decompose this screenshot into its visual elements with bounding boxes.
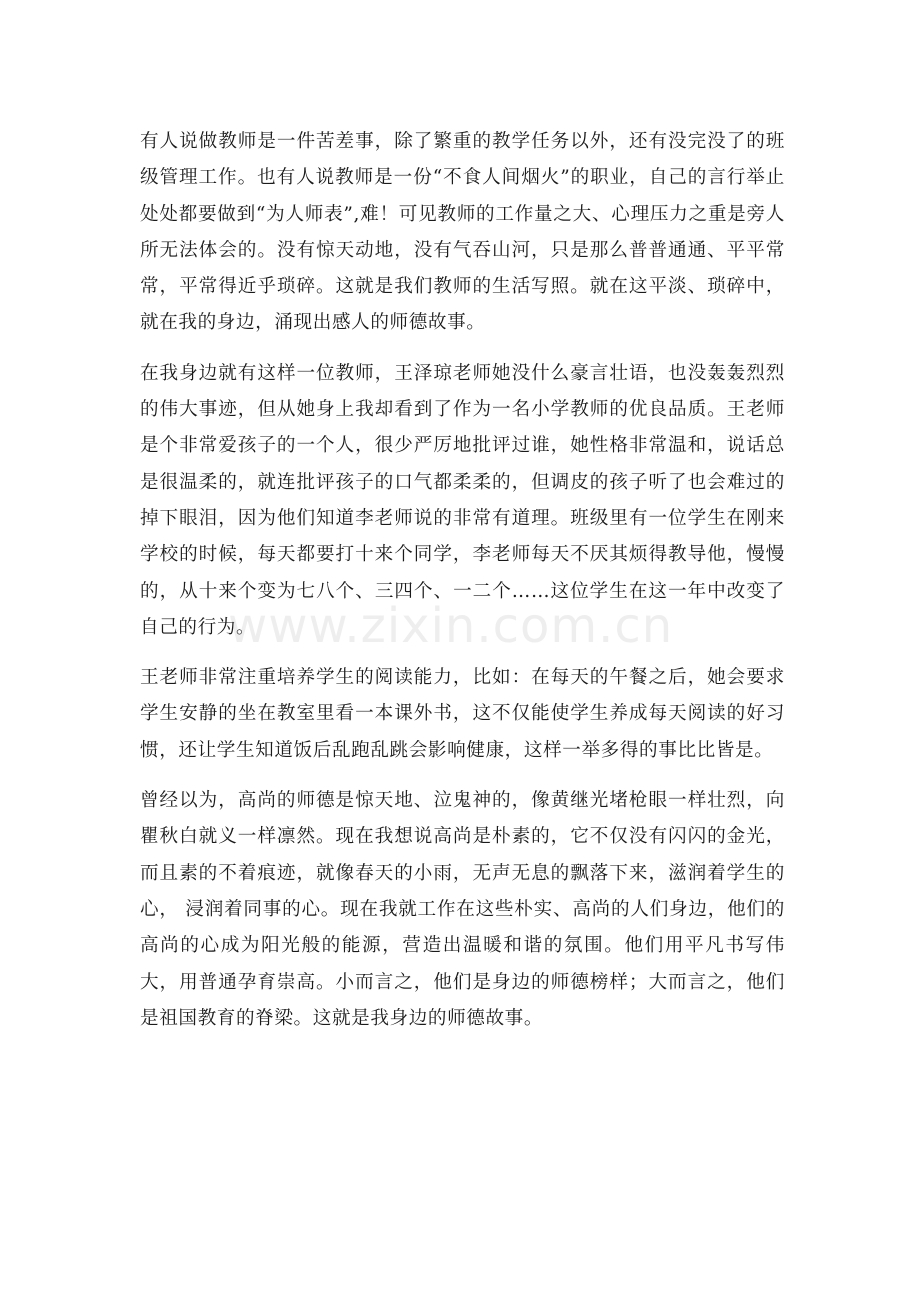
document-body bbox=[140, 124, 785, 1037]
paragraph-3: 王老师非常注重培养学生的阅读能力，比如：在每天的午餐之后，她会要求学生安静的坐在教室里看一本课外书，这不仅能使学生养成每天阅读的好习惯，还让学生知道饭后乱跑乱跳会影响健康，这样一举多得的事比比皆是。 bbox=[140, 667, 785, 761]
watermark: www.zixin.com.cn bbox=[228, 598, 674, 654]
paragraph-gap bbox=[140, 646, 785, 660]
paragraph-gap bbox=[140, 769, 785, 783]
paragraph-gap bbox=[140, 342, 785, 356]
paragraph-4: 曾经以为，高尚的师德是惊天地、泣鬼神的，像黄继光堵枪眼一样壮烈，向瞿秋白就义一样凛然。现在我想说高尚是朴素的，它不仅没有闪闪的金光，而且素的不着痕迹，就像春天的小雨，无声无息的飘落下来，滋润着学生的心， 浸润着同事的心。现在我就工作在这些朴实、高尚的人们身边，他们的高尚的心成为阳光般的能源，营造出温暖和谐的氛围。他们用平凡书写伟大，用普通孕育崇高。小而言之，他们是身边的师德榜样；大而言之，他们是祖国教育的脊梁。这就是我身边的师德故事。 bbox=[140, 790, 785, 1029]
paragraph-1: 有人说做教师是一件苦差事，除了繁重的教学任务以外，还有没完没了的班级管理工作。也有人说教师是一份“不食人间烟火”的职业，自己的言行举止处处都要做到“为人师表”,难！可见教师的工作量之大、心理压力之重是旁人所无法体会的。没有惊天动地，没有气吞山河，只是那么普普通通、平平常常，平常得近乎琐碎。这就是我们教师的生活写照。就在这平淡、琐碎中，就在我的身边，涌现出感人的师德故事。 bbox=[140, 131, 785, 334]
paragraph-2: 在我身边就有这样一位教师，王泽琼老师她没什么豪言壮语，也没轰轰烈烈的伟大事迹，但从她身上我却看到了作为一名小学教师的优良品质。王老师是个非常爱孩子的一个人，很少严厉地批评过谁，她性格非常温和，说话总是很温柔的，就连批评孩子的口气都柔柔的，但调皮的孩子听了也会难过的掉下眼泪，因为他们知道李老师说的非常有道理。班级里有一位学生在刚来学校的时候，每天都要打十来个同学，李老师每天不厌其烦得教导他，慢慢的，从十来个变为七八个、三四个、一二个……这位学生在这一年中改变了自己的行为。 bbox=[140, 362, 785, 638]
